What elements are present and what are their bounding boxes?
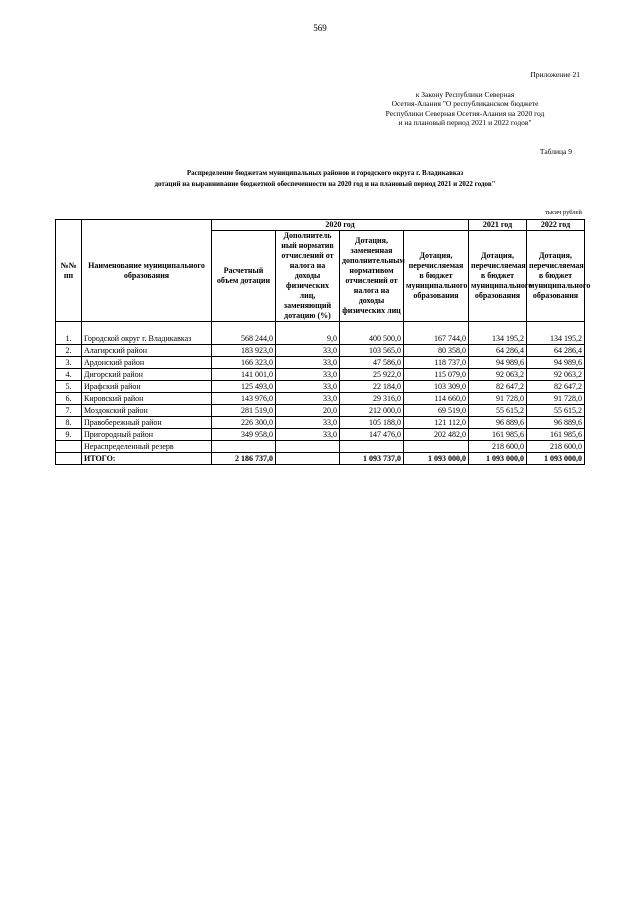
row-t2020: 103 309,0 xyxy=(404,381,469,393)
row-t2022: 94 989,6 xyxy=(527,357,585,369)
appendix-line: Республики Северная Осетия-Алания на 2020 год xyxy=(385,108,545,118)
row-t2021: 134 195,2 xyxy=(469,322,527,345)
row-norm: 9,0 xyxy=(276,322,340,345)
row-calc: 166 323,0 xyxy=(212,357,276,369)
appendix-line: к Закону Республики Северная xyxy=(415,89,515,99)
header-transferred-2022: Дотация, перечисляемая в бюджет муниципального образования xyxy=(527,231,585,322)
total-t2021: 1 093 000,0 xyxy=(469,453,527,465)
header-transferred-2021: Дотация, перечисляемая в бюджет муниципального образования xyxy=(469,231,527,322)
table-row xyxy=(56,417,585,429)
budget-table xyxy=(55,219,591,465)
table-row xyxy=(56,322,585,345)
table-row xyxy=(56,429,585,441)
row-t2021: 91 728,0 xyxy=(469,393,527,405)
row-t2021: 64 286,4 xyxy=(469,345,527,357)
row-replaced: 400 500,0 xyxy=(340,322,404,345)
row-replaced: 25 922,0 xyxy=(340,369,404,381)
row-number: 8. xyxy=(56,417,82,429)
row-t2020: 121 112,0 xyxy=(404,417,469,429)
total-t2020: 1 093 000,0 xyxy=(404,453,469,465)
row-name: Моздокский район xyxy=(82,405,212,417)
row-name: Ирафский район xyxy=(82,381,212,393)
row-t2021: 96 889,6 xyxy=(469,417,527,429)
heading-line-1: Распределение бюджетам муниципальных районов и городского округа г. Владикавказ xyxy=(186,169,464,177)
row-number: 6. xyxy=(56,393,82,405)
row-calc: 349 958,0 xyxy=(212,429,276,441)
row-name: Правобережный район xyxy=(82,417,212,429)
total-t2022: 1 093 000,0 xyxy=(527,453,585,465)
row-t2020: 202 482,0 xyxy=(404,429,469,441)
row-calc: 226 300,0 xyxy=(212,417,276,429)
header-transferred-2020: Дотация, перечисляемая в бюджет муниципального образования xyxy=(404,231,469,322)
appendix-title: Приложение 21 xyxy=(530,70,580,79)
row-name: Алагирский район xyxy=(82,345,212,357)
row-name: Дигорский район xyxy=(82,369,212,381)
row-replaced: 22 184,0 xyxy=(340,381,404,393)
row-t2022: 161 985,6 xyxy=(527,429,585,441)
row-calc: 125 493,0 xyxy=(212,381,276,393)
row-replaced xyxy=(340,441,404,453)
row-calc: 143 976,0 xyxy=(212,393,276,405)
table-row xyxy=(56,345,585,357)
header-year-2021: 2021 год xyxy=(469,220,527,231)
header-replaced: Дотация, замененная дополнительным нормативом отчислений от налога на доходы физических лиц xyxy=(340,231,404,322)
row-t2022: 82 647,2 xyxy=(527,381,585,393)
row-calc: 183 923,0 xyxy=(212,345,276,357)
row-norm: 33,0 xyxy=(276,357,340,369)
row-t2020: 118 737,0 xyxy=(404,357,469,369)
row-replaced: 29 316,0 xyxy=(340,393,404,405)
row-number: 4. xyxy=(56,369,82,381)
row-number: 9. xyxy=(56,429,82,441)
row-replaced: 147 476,0 xyxy=(340,429,404,441)
row-name: Пригородный район xyxy=(82,429,212,441)
row-calc: 568 244,0 xyxy=(212,322,276,345)
row-t2020 xyxy=(404,441,469,453)
row-number: 5. xyxy=(56,381,82,393)
row-replaced: 103 565,0 xyxy=(340,345,404,357)
header-calc-volume: Расчетный объем дотации xyxy=(212,231,276,322)
row-t2022: 218 600,0 xyxy=(527,441,585,453)
header-num: №№ пп xyxy=(56,220,82,322)
appendix-line: и на плановый период 2021 и 2022 годов" xyxy=(398,118,532,127)
row-t2021: 94 989,6 xyxy=(469,357,527,369)
header-year-2022: 2022 год xyxy=(527,220,585,231)
table-row xyxy=(56,405,585,417)
appendix-line: Осетия-Алания "О республиканском бюджете xyxy=(391,99,539,108)
row-t2022: 55 615,2 xyxy=(527,405,585,417)
row-norm: 33,0 xyxy=(276,417,340,429)
table-number: Таблица 9 xyxy=(539,147,572,156)
row-t2021: 55 615,2 xyxy=(469,405,527,417)
row-t2022: 91 728,0 xyxy=(527,393,585,405)
header-row-years xyxy=(56,220,585,231)
table-row xyxy=(56,357,585,369)
row-calc: 141 001,0 xyxy=(212,369,276,381)
row-t2020: 167 744,0 xyxy=(404,322,469,345)
row-t2020: 114 660,0 xyxy=(404,393,469,405)
row-norm xyxy=(276,441,340,453)
row-calc: 281 519,0 xyxy=(212,405,276,417)
table-row xyxy=(56,381,585,393)
appendix-block xyxy=(350,70,580,128)
total-number xyxy=(56,453,82,465)
row-calc xyxy=(212,441,276,453)
row-t2021: 92 063,2 xyxy=(469,369,527,381)
header-norm-ratio: Дополнитель ный норматив отчислений от налога на доходы физических лиц, заменяющий дотацию (%) xyxy=(276,231,340,322)
row-t2020: 115 079,0 xyxy=(404,369,469,381)
row-name: Кировский район xyxy=(82,393,212,405)
total-replaced: 1 093 737,0 xyxy=(340,453,404,465)
table-row-reserve xyxy=(56,441,585,453)
total-norm xyxy=(276,453,340,465)
row-t2022: 92 063,2 xyxy=(527,369,585,381)
row-number: 1. xyxy=(56,322,82,345)
row-t2021: 82 647,2 xyxy=(469,381,527,393)
table-row-total xyxy=(56,453,585,465)
table-row xyxy=(56,393,585,405)
row-norm: 33,0 xyxy=(276,393,340,405)
row-t2021: 218 600,0 xyxy=(469,441,527,453)
total-calc: 2 186 737,0 xyxy=(212,453,276,465)
row-number: 7. xyxy=(56,405,82,417)
row-norm: 33,0 xyxy=(276,369,340,381)
row-name: Нераспределенный резерв xyxy=(82,441,212,453)
header-year-2020: 2020 год xyxy=(212,220,469,231)
row-number xyxy=(56,441,82,453)
row-replaced: 47 586,0 xyxy=(340,357,404,369)
document-heading xyxy=(90,168,560,190)
row-t2022: 96 889,6 xyxy=(527,417,585,429)
row-t2020: 80 358,0 xyxy=(404,345,469,357)
row-name: Городской округ г. Владикавказ xyxy=(82,322,212,345)
row-replaced: 105 188,0 xyxy=(340,417,404,429)
page-number: 569 xyxy=(313,23,327,33)
row-t2022: 134 195,2 xyxy=(527,322,585,345)
row-t2021: 161 985,6 xyxy=(469,429,527,441)
row-replaced: 212 000,0 xyxy=(340,405,404,417)
row-norm: 33,0 xyxy=(276,345,340,357)
header-name: Наименование муниципального образования xyxy=(82,220,212,322)
row-name: Ардонский район xyxy=(82,357,212,369)
table-row xyxy=(56,369,585,381)
heading-line-2: дотаций на выравнивание бюджетной обеспеченности на 2020 год и на плановый период 2021 и 2022 годов" xyxy=(154,180,496,188)
row-number: 3. xyxy=(56,357,82,369)
row-t2022: 64 286,4 xyxy=(527,345,585,357)
units-label: тысяч рублей xyxy=(544,209,582,216)
row-t2020: 69 519,0 xyxy=(404,405,469,417)
row-number: 2. xyxy=(56,345,82,357)
total-label: ИТОГО: xyxy=(82,453,212,465)
row-norm: 33,0 xyxy=(276,429,340,441)
row-norm: 20,0 xyxy=(276,405,340,417)
row-norm: 33,0 xyxy=(276,381,340,393)
